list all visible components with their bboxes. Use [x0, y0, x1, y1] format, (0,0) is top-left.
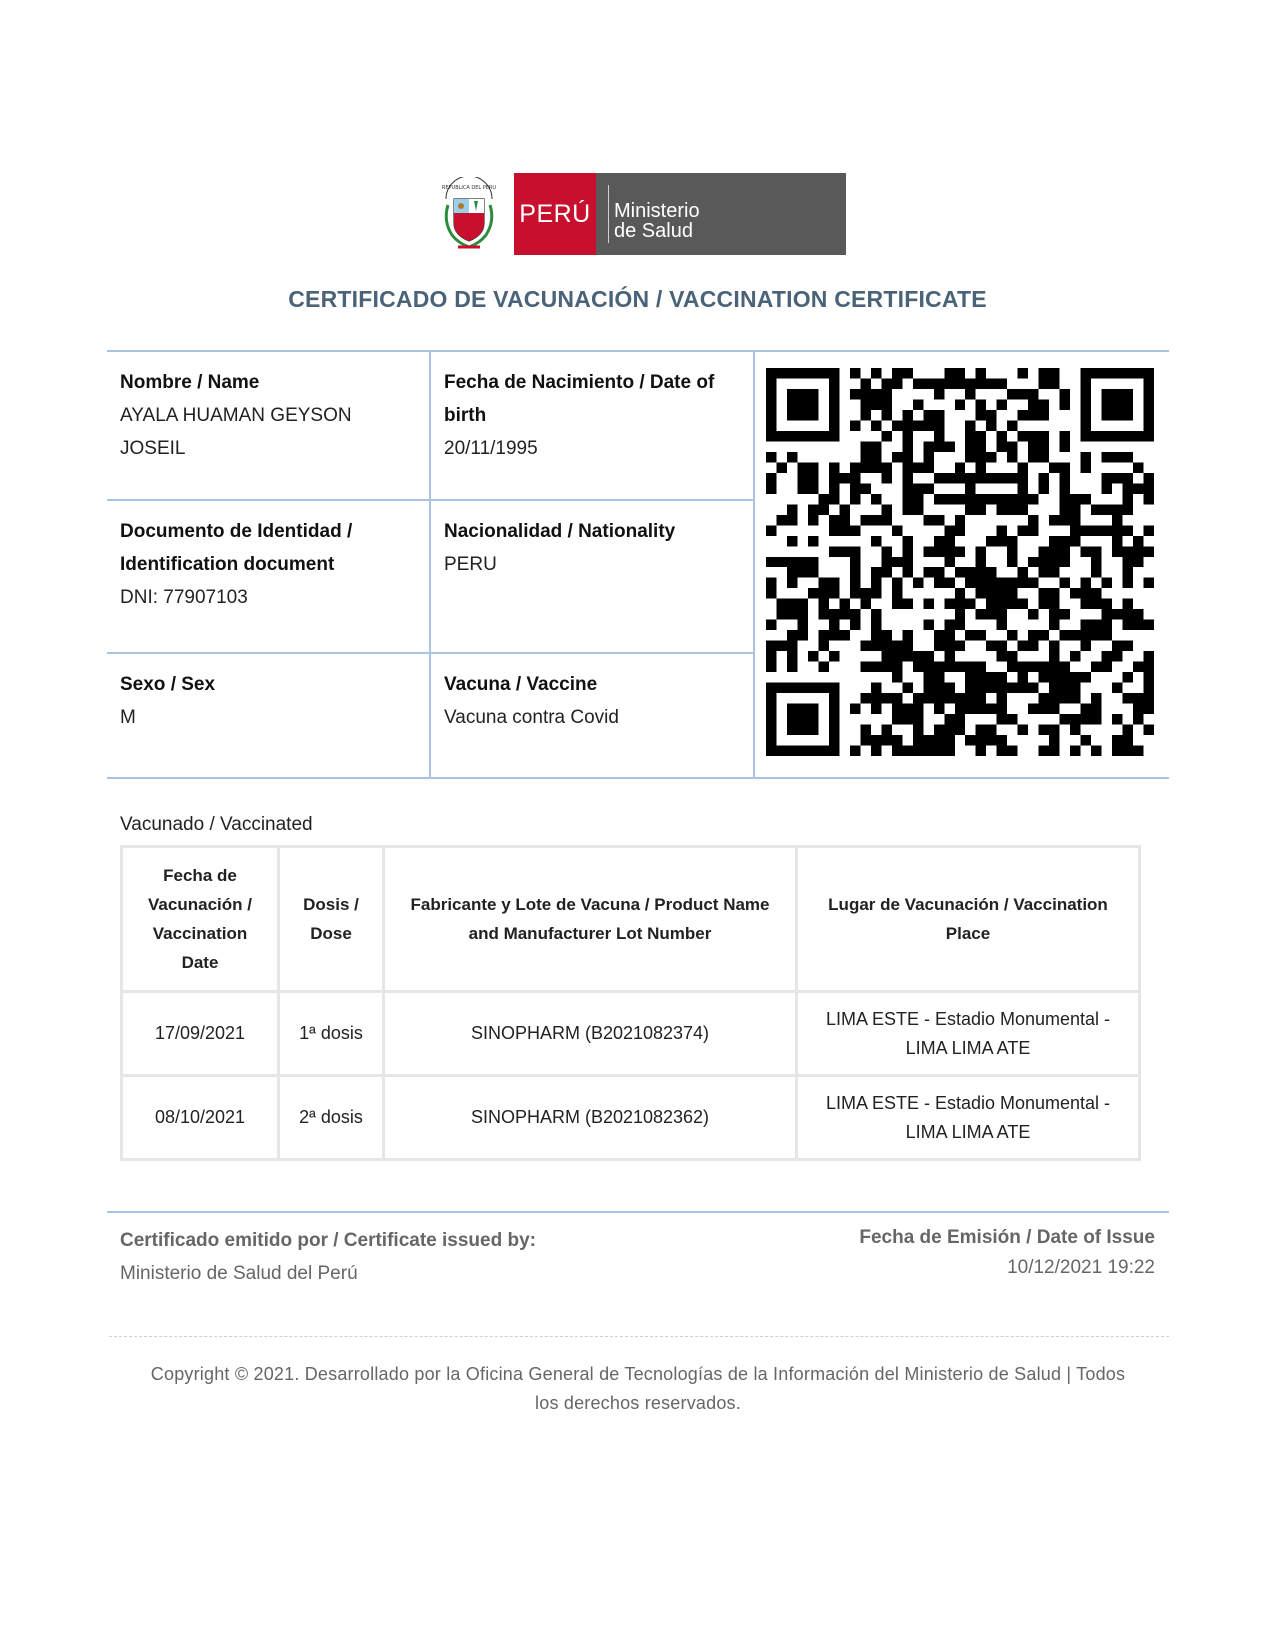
dose-date: 17/09/2021: [122, 992, 279, 1076]
peru-logo-text: PERÚ: [519, 199, 591, 228]
issued-by-label: Certificado emitido por / Certificate issued by:: [120, 1230, 536, 1251]
header-logos: [0, 173, 1275, 255]
name-cell: [107, 352, 429, 465]
dob-cell: [431, 352, 753, 465]
grid-divider: [753, 352, 755, 777]
id-cell: [107, 501, 429, 614]
vaccinated-label: Vacunado / Vaccinated: [120, 814, 313, 835]
sex-cell: [107, 654, 429, 734]
personal-info-grid: [107, 350, 1169, 779]
vaccine-label: Vacuna / Vaccine: [444, 674, 598, 695]
name-value-line1: AYALA HUAMAN GEYSON: [120, 405, 352, 426]
doses-table: [120, 845, 1141, 1161]
vaccine-value: Vacuna contra Covid: [444, 707, 619, 728]
nationality-value: PERU: [444, 554, 497, 575]
table-header-row: [122, 847, 1140, 992]
dose-product: SINOPHARM (B2021082362): [384, 1076, 797, 1160]
dob-label-line1: Fecha de Nacimiento / Date of: [444, 372, 715, 393]
copyright-notice: [107, 1360, 1169, 1418]
header-product: Fabricante y Lote de Vacuna / Product Name and Manufacturer Lot Number: [384, 847, 797, 992]
header-place: Lugar de Vacunación / Vaccination Place: [797, 847, 1140, 992]
table-row: [122, 992, 1140, 1076]
peru-logo: [514, 173, 596, 255]
dose-place: LIMA ESTE - Estadio Monumental - LIMA LIMA ATE: [797, 992, 1140, 1076]
footer-divider: [107, 1211, 1169, 1213]
header-dose: Dosis / Dose: [279, 847, 384, 992]
table-row: [122, 1076, 1140, 1160]
dashed-divider: [109, 1336, 1169, 1337]
ministerio-line2: de Salud: [614, 220, 693, 242]
sex-label: Sexo / Sex: [120, 674, 216, 695]
coat-of-arms-icon: [440, 177, 498, 253]
dose-number: 1ª dosis: [279, 992, 384, 1076]
id-label-line2: Identification document: [120, 554, 335, 575]
vaccine-cell: [431, 654, 753, 734]
qr-code-icon: [766, 368, 1154, 756]
dose-place: LIMA ESTE - Estadio Monumental - LIMA LIMA ATE: [797, 1076, 1140, 1160]
nationality-cell: [431, 501, 753, 581]
logo-separator: [608, 185, 609, 243]
dose-number: 2ª dosis: [279, 1076, 384, 1160]
dob-value: 20/11/1995: [444, 438, 538, 459]
ministerio-logo: [596, 173, 846, 255]
issue-date-label: Fecha de Emisión / Date of Issue: [859, 1227, 1155, 1248]
id-label-line1: Documento de Identidad /: [120, 521, 353, 542]
name-label: Nombre / Name: [120, 372, 260, 393]
page-title: CERTIFICADO DE VACUNACIÓN / VACCINATION CERTIFICATE: [288, 286, 987, 312]
issue-date-value: 10/12/2021 19:22: [1007, 1257, 1155, 1278]
dob-label-line2: birth: [444, 405, 487, 426]
dose-product: SINOPHARM (B2021082374): [384, 992, 797, 1076]
name-value-line2: JOSEIL: [120, 438, 186, 459]
id-value: DNI: 77907103: [120, 587, 248, 608]
dose-date: 08/10/2021: [122, 1076, 279, 1160]
nationality-label: Nacionalidad / Nationality: [444, 521, 676, 542]
header-date: Fecha de Vacunación / Vaccination Date: [122, 847, 279, 992]
issued-by-value: Ministerio de Salud del Perú: [120, 1263, 358, 1284]
ministerio-line1: Ministerio: [614, 200, 700, 222]
copyright-line1: Copyright © 2021. Desarrollado por la Oficina General de Tecnologías de la Información del Ministerio de Salud | Todos: [150, 1364, 1126, 1384]
copyright-line2: los derechos reservados.: [535, 1393, 741, 1413]
sex-value: M: [120, 707, 136, 728]
escudo-text: REPUBLICA DEL PERU: [441, 185, 497, 191]
